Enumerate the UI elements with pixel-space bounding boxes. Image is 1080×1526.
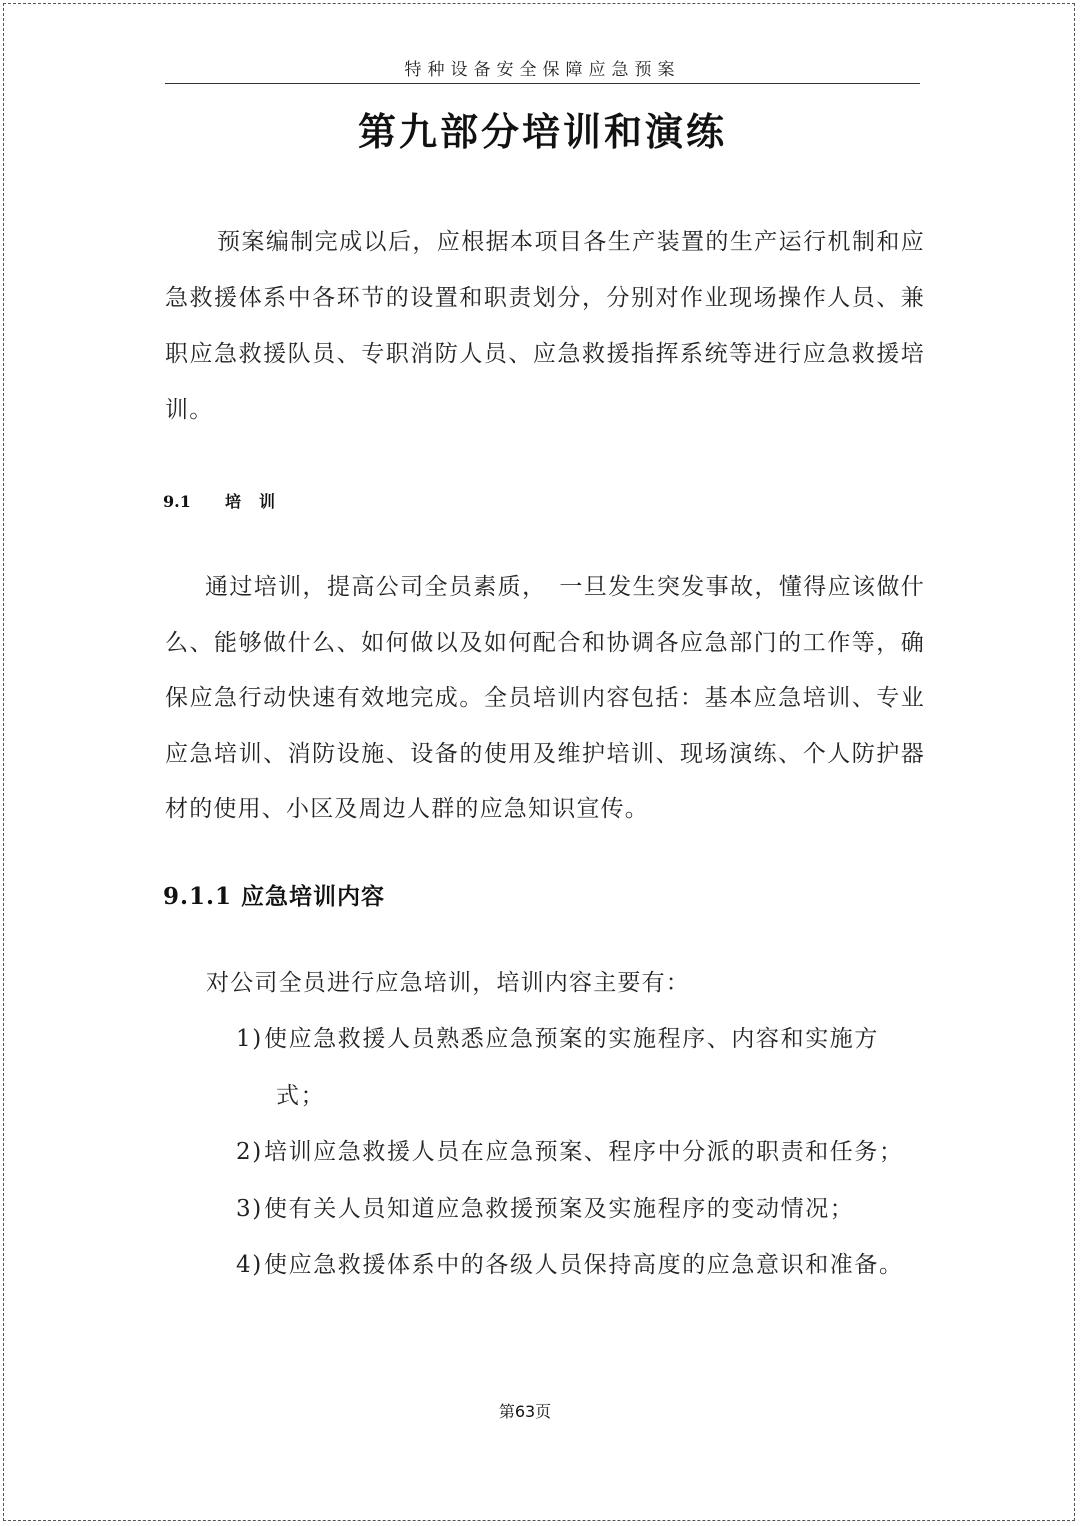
intro-paragraph: 预案编制完成以后，应根据本项目各生产装置的生产运行机制和应急救援体系中各环节的设置和职责划分，分别对作业现场操作人员、兼职应急救援队员、专职消防人员、应急救援指挥系统等进行应急救援培训。 — [165, 229, 925, 423]
training-content-intro: 对公司全员进行应急培训，培训内容主要有： — [206, 970, 690, 996]
list-item-text: 使应急救援人员熟悉应急预案的实施程序、内容和实施方式； — [264, 1026, 879, 1109]
list-marker: 4) — [236, 1252, 263, 1279]
list-item-text: 使有关人员知道应急救援预案及实施程序的变动情况； — [264, 1195, 855, 1222]
section-number: 9.1 — [163, 492, 191, 511]
training-content-list — [236, 1011, 916, 1294]
list-item-text: 培训应急救援人员在应急预案、程序中分派的职责和任务； — [264, 1139, 904, 1166]
page-number: 第63页 — [498, 1402, 552, 1421]
list-item-text: 使应急救援体系中的各级人员保持高度的应急意识和准备。 — [264, 1252, 904, 1279]
list-marker: 3) — [236, 1195, 263, 1222]
section-9-1-1-heading: 9.1.1 应急培训内容 — [163, 883, 386, 910]
list-item — [236, 1181, 916, 1238]
list-item — [236, 1237, 916, 1294]
document-title: 第九部分培训和演练 — [357, 109, 727, 154]
list-item — [236, 1124, 916, 1181]
section-9-1-heading — [163, 490, 293, 514]
training-paragraph: 通过培训，提高公司全员素质， 一旦发生突发事故，懂得应该做什么、能够做什么、如何做以及如何配合和协调各应急部门的工作等，确保应急行动快速有效地完成。全员培训内容包括：基本应急培训、专业应急培训、消防设施、设备的使用及维护培训、现场演练、个人防护器材的使用、小区及周边人群的应急知识宣传。 — [165, 574, 925, 822]
list-marker: 2) — [236, 1139, 263, 1166]
list-marker: 1) — [236, 1026, 263, 1052]
section-title: 培训 — [225, 492, 294, 511]
list-item — [236, 1011, 916, 1124]
running-header: 特种设备安全保障应急预案 — [165, 58, 920, 84]
